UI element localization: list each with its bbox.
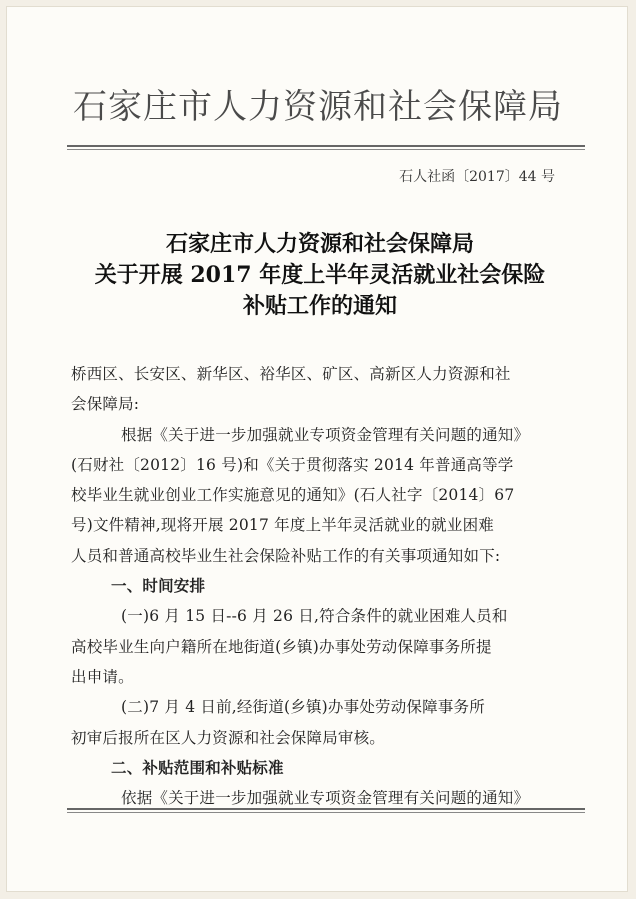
paragraph-line: 号)文件精神,现将开展 2017 年度上半年灵活就业的就业困难 [71, 516, 494, 535]
paragraph-line: 依据《关于进一步加强就业专项资金管理有关问题的通知》 [121, 789, 530, 808]
paragraph-line: (二)7 月 4 日前,经街道(乡镇)办事处劳动保障事务所 [121, 698, 485, 717]
title-line: 石家庄市人力资源和社会保障局 [165, 231, 474, 257]
section-heading: 一、时间安排 [111, 576, 206, 596]
paragraph-line: (一)6 月 15 日--6 月 26 日,符合条件的就业困难人员和 [121, 607, 508, 626]
paragraph-line: 出申请。 [71, 667, 134, 686]
title-line: 补贴工作的通知 [242, 293, 397, 319]
paragraph-line: 人员和普通高校毕业生社会保险补贴工作的有关事项通知如下: [71, 546, 501, 565]
footer-rule-thin [67, 812, 585, 813]
addressee-line: 会保障局: [71, 395, 140, 414]
paragraph-line: (石财社〔2012〕16 号)和《关于贯彻落实 2014 年普通高等学 [71, 455, 514, 474]
header-rule [67, 145, 585, 147]
footer-rule [67, 808, 585, 810]
document-number: 石人社函〔2017〕44 号 [399, 169, 555, 185]
paragraph-line: 高校毕业生向户籍所在地街道(乡镇)办事处劳动保障事务所提 [71, 637, 492, 656]
addressee-line: 桥西区、长安区、新华区、裕华区、矿区、高新区人力资源和社 [71, 365, 511, 383]
letterhead-title: 石家庄市人力资源和社会保障局 [73, 87, 563, 127]
notice-title [67, 229, 573, 322]
title-line: 关于开展 2017 年度上半年灵活就业社会保险 [94, 262, 546, 288]
paragraph-line: 校毕业生就业创业工作实施意见的通知》(石人社字〔2014〕67 [71, 486, 515, 505]
paragraph-line: 初审后报所在区人力资源和社会保障局审核。 [71, 728, 386, 747]
document-page [6, 6, 628, 892]
section-heading: 二、补贴范围和补贴标准 [111, 757, 284, 777]
header-rule-thin [67, 149, 585, 150]
paragraph-line: 根据《关于进一步加强就业专项资金管理有关问题的通知》 [121, 425, 530, 444]
notice-body [71, 359, 569, 813]
